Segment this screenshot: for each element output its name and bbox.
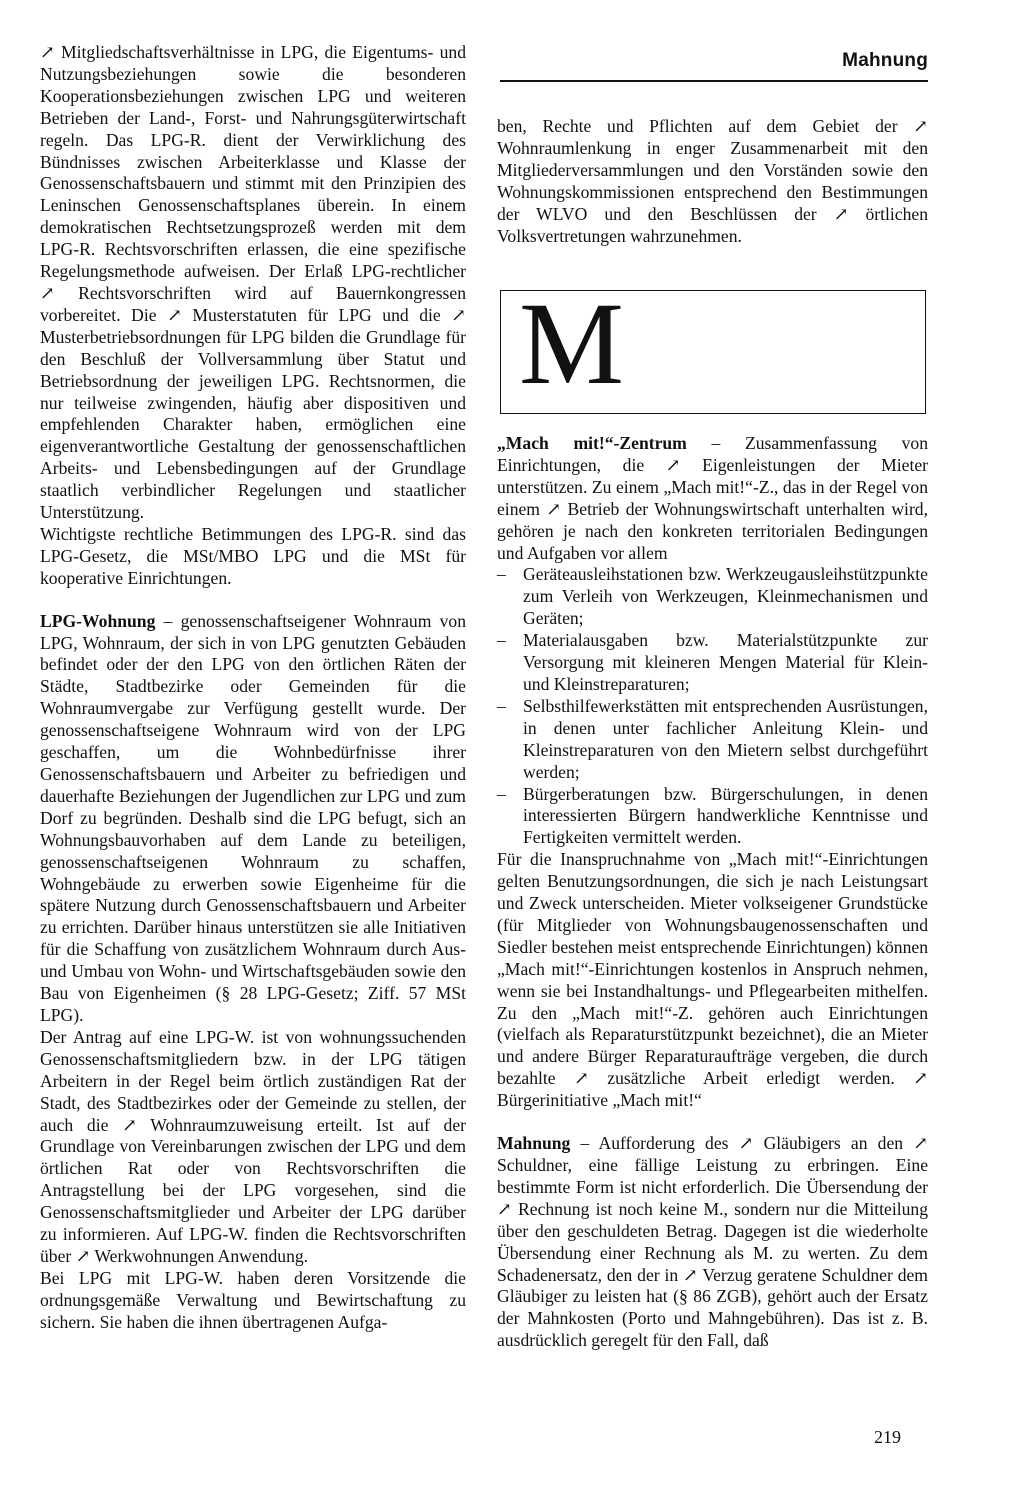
entry-mach-mit — [497, 433, 928, 564]
paragraph-mach-mit-benutzung: Für die Inanspruchnahme von „Mach mit!“-Einrichtungen gelten Benutzungsordnungen, die sich je nach Leistungsart und Zweck unterscheiden. Mieter volkseigener Grundstücke (für Mitglieder von Wohnungsbaugenossenschaften und Siedler bestehen meist entsprechende Einrichtungen) können „Mach mit!“-Einrichtungen kostenlos in Anspruch nehmen, wenn sie bei Instandhaltungs- und Pflegearbeiten mithelfen. Zu den „Mach mit!“-Z. gehören auch Einrichtungen (vielfach als Reparaturstützpunkt bezeichnet), die an Mieter und andere Bürger Reparaturaufträge vergeben, die durch bezahlte ↗ zusätzliche Arbeit erledigt werden. ↗ Bürgerinitiative „Mach mit!“ — [497, 849, 928, 1111]
paragraph-lpg-wohnung-verwaltung: Bei LPG mit LPG-W. haben deren Vorsitzende die ordnungsgemäße Verwaltung und Bewirtschaftung zu sichern. Sie haben die ihnen übertragenen Aufga- — [40, 1267, 466, 1332]
entry-term-lpg-wohnung: LPG-Wohnung — [40, 610, 156, 631]
list-item: – Materialausgaben bzw. Materialstützpunkte zur Versorgung mit kleineren Mengen Material für Klein- und Kleinstreparaturen; — [497, 630, 928, 696]
entry-mahnung — [497, 1133, 928, 1352]
list-item: – Selbsthilfewerkstätten mit entsprechenden Ausrüstungen, in denen unter fachlicher Anleitung Klein- und Kleinstreparaturen von den Mietern selbst durchgeführt werden; — [497, 696, 928, 784]
paragraph-lpg-recht-continuation: ↗ Mitgliedschaftsverhältnisse in LPG, die Eigentums- und Nutzungsbeziehungen sowie die besonderen Kooperationsbeziehungen zwischen LPG und weiteren Betrieben der Land-, Forst- und Nahrungsgüterwirtschaft regeln. Das LPG-R. dient der Verwirklichung des Bündnisses zwischen Arbeiterklasse und Klasse der Genossenschaftsbauern und stimmt mit den Prinzipien des Leninschen Genossenschaftsplanes überein. In einem demokratischen Rechtsetzungsprozeß werden mit dem LPG-R. Rechtsvorschriften erlassen, die eine spezifische Regelungsmethode aufweisen. Der Erlaß LPG-rechtlicher ↗ Rechtsvorschriften wird auf Bauernkongressen vorbereitet. Die ↗ Musterstatuten für LPG und die ↗ Musterbetriebsordnungen für LPG bilden die Grundlage für den Beschluß der Vollversammlung über Statut und Betriebsordnung der jeweiligen LPG. Rechtsnormen, die nur teilweise zwingenden, häufig aber dispositiven und empfehlenden Charakter haben, ermöglichen eine eigenverantwortliche Gestaltung der genossenschaftlichen Arbeits- und Lebensbedingungen auf der Grundlage staatlich verbindlicher Regelungen und staatlicher Unterstützung. — [40, 42, 466, 523]
paragraph-lpg-wohnung-antrag: Der Antrag auf eine LPG-W. ist von wohnungssuchenden Genossenschaftsmitgliedern bzw. in der LPG tätigen Arbeitern in der Regel beim örtlich zuständigen Rat der Stadt, des Stadtbezirkes oder der Gemeinde zu stellen, der auch die ↗ Wohnraumzuweisung erteilt. Ist auf der Grundlage von Vereinbarungen zwischen der LPG und dem örtlichen Rat oder von Rechtsvorschriften die Antragstellung bei der LPG vorgesehen, sind die Genossenschaftsmitglieder und Arbeiter der LPG darüber zu informieren. Auf LPG-W. finden die Rechtsvorschriften über ↗ Werkwohnungen Anwendung. — [40, 1026, 466, 1266]
left-column — [40, 42, 466, 1334]
running-header: Mahnung — [842, 50, 928, 71]
dash-list — [497, 564, 928, 849]
right-column-entries — [497, 433, 928, 1352]
list-item: – Geräteausleihstationen bzw. Werkzeugausleihstützpunkte zum Verleih von Werkzeugen, Kleinmechanismen und Geräten; — [497, 564, 928, 630]
page-number: 219 — [874, 1427, 901, 1447]
paragraph-lpg-recht-bestimmungen: Wichtigste rechtliche Betimmungen des LPG-R. sind das LPG-Gesetz, die MSt/MBO LPG und die MSt für kooperative Einrichtungen. — [40, 523, 466, 588]
list-item: – Bürgerberatungen bzw. Bürgerschulungen, in denen interessierten Bürgern handwerkliche Kenntnisse und Fertigkeiten vermittelt werden. — [497, 784, 928, 850]
entry-term-mach-mit: „Mach mit!“-Zentrum — [497, 433, 687, 453]
header-rule — [500, 80, 928, 82]
right-column-top — [497, 116, 928, 247]
entry-text-mahnung: – Aufforderung des ↗ Gläubigers an den ↗ Schuldner, eine fällige Leistung zu erbringen. Eine bestimmte Form ist nicht erforderlich. Die Übersendung der ↗ Rechnung ist noch keine M., sondern nur die Mitteilung über den geschuldeten Betrag. Dagegen ist die wiederholte Übersendung einer Rechnung als M. zu werten. Zu dem Schadenersatz, den der in ↗ Verzug geratene Schuldner dem Gläubiger zu leisten hat (§ 86 ZGB), gehört auch der Ersatz der Mahnkosten (Porto und Mahngebühren). Das ist z. B. ausdrücklich geregelt für den Fall, daß — [497, 1133, 928, 1351]
entry-text-lpg-wohnung: – genossenschaftseigener Wohnraum von LPG, Wohnraum, der sich in von LPG genutzten Gebäuden befindet oder der den LPG von den örtlichen Räten der Städte, Stadtbezirke oder Gemeinden für die Wohnraumvergabe zur Verfügung gestellt wurde. Der genossenschaftseigene Wohnraum wird von der LPG geschaffen, um die Wohnbedürfnisse ihrer Genossenschaftsbauern und Arbeiter zu befriedigen und dauerhafte Beziehungen der Jugendlichen zur LPG und zum Dorf zu begründen. Deshalb sind die LPG befugt, sich an Wohnungsbauvorhaben auf dem Lande zu beteiligen, genossenschaftseigenen Wohnraum zu schaffen, Wohngebäude zu erwerben sowie Eigenheime für die spätere Nutzung durch Genossenschaftsbauern und Arbeiter zu errichten. Darüber hinaus unterstützen sie alle Initiativen für die Schaffung von zusätzlichem Wohnraum durch Aus- und Umbau von Wohn- und Wirtschaftsgebäuden sowie den Bau von Eigenheimen (§ 28 LPG-Gesetz; Ziff. 57 MSt LPG). — [40, 610, 466, 1025]
entry-term-mahnung: Mahnung — [497, 1133, 571, 1154]
entry-lpg-wohnung — [40, 611, 466, 1027]
paragraph-aufgaben-continuation: ben, Rechte und Pflichten auf dem Gebiet der ↗ Wohnraumlenkung in enger Zusammenarbeit mit den Mitgliederversammlungen und den Vorständen sowie den Wohnungskommissionen entsprechend den Bestimmungen der WLVO und den Beschlüssen der ↗ örtlichen Volksvertretungen wahrzunehmen. — [497, 116, 928, 246]
section-letter: M — [519, 278, 624, 409]
entry-text-mach-mit: – Zusammenfassung von Einrichtungen, die ↗ Eigenleistungen der Mieter unterstützen. Zu einem „Mach mit!“-Z., das in der Regel von einem ↗ Betrieb der Wohnungswirtschaft unterhalten wird, gehören je nach den konkreten territorialen Bedingungen und Aufgaben vor allem — [497, 433, 929, 563]
letter-section-box — [500, 278, 926, 414]
